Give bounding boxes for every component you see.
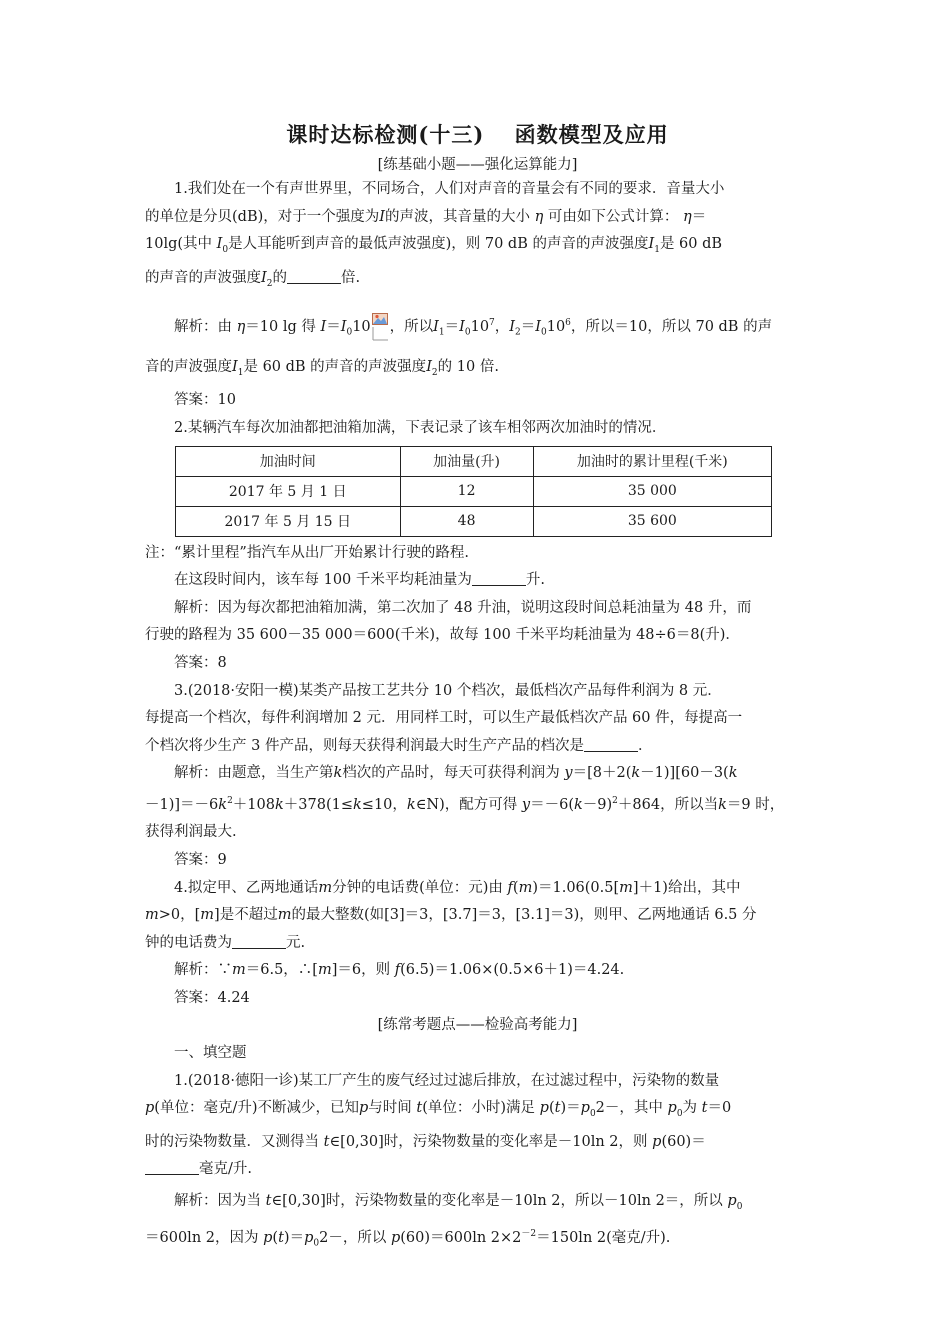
q1-line-3: 10lg(其中 $I_0$是人耳能听到声音的最低声波强度)，则 70 dB 的声音的声波强度$I_1$是 60 dB — [145, 236, 723, 256]
ab1-line-1: 解析：因为当 t∈[0,30]时，污染物数量的变化率是－10ln 2，所以－10ln 2＝，所以 $p_0$ — [174, 1192, 743, 1212]
b1-line-4: 毫克/升. — [145, 1156, 810, 1184]
b1-line-2: p(单位：毫克/升)不断减少，已知p与时间 t(单位：小时)满足 $p(t)=p_02-$，其中 $p_0$为 t＝0 — [145, 1100, 732, 1120]
table-header: 加油时的累计里程(千米) — [533, 446, 771, 476]
table-header-row — [176, 446, 772, 476]
part-heading-fill-blank: 一、填空题 — [174, 1045, 247, 1062]
table-cell: 35 000 — [533, 476, 771, 506]
table-cell: 12 — [400, 476, 533, 506]
table-cell: 2017 年 5 月 1 日 — [176, 476, 401, 506]
q4-line-3: 钟的电话费为 元. — [145, 934, 306, 951]
answer-blank — [472, 571, 526, 586]
b1-line-1: 1.(2018·德阳一诊)某工厂产生的废气经过过滤后排放，在过滤过程中，污染物的数量 — [174, 1072, 720, 1089]
b1-line-3: 时的污染物数量．又测得当 t∈[0,30]时，污染物数量的变化率是－10ln 2，则 p(60)＝ — [145, 1133, 706, 1150]
q3-line-2: 每提高一个档次，每件利润增加 2 元．用同样工时，可以生产最低档次产品 60 件，每提高一 — [145, 710, 743, 727]
table-row — [176, 476, 772, 506]
q1-line-2: 的单位是分贝(dB)，对于一个强度为I的声波，其音量的大小 η 可由如下公式计算： η＝ — [145, 208, 707, 225]
q3-line-3: 个档次将少生产 3 件产品，则每天获得利润最大时生产产品的档次是 ． — [145, 737, 653, 754]
question-2 — [145, 415, 810, 595]
answer-blank — [232, 934, 286, 949]
page-title: 课时达标检测(十三) 函数模型及应用 — [286, 122, 669, 147]
q3-line-1: 3.(2018·安阳一模)某类产品按工艺共分 10 个档次，最低档次产品每件利润为 8 元． — [174, 682, 722, 699]
table-cell: 2017 年 5 月 15 日 — [176, 506, 401, 536]
q2-line-2: 在这段时间内，该车每 100 千米平均耗油量为 升. — [174, 572, 546, 589]
a3-answer: 答案：9 — [174, 851, 227, 868]
a3-line-1: 解析：由题意，当生产第k档次的产品时，每天可获得利润为 y＝[8＋2(k－1)][60－3(k — [174, 765, 738, 782]
table-header: 加油时间 — [176, 446, 401, 476]
exam-answer-1 — [145, 1188, 810, 1259]
a2-answer: 答案：8 — [174, 654, 227, 671]
answer-1 — [145, 306, 810, 415]
answer-3 — [145, 760, 810, 874]
table-header: 加油量(升) — [400, 446, 533, 476]
a4-answer: 答案：4.24 — [174, 989, 250, 1006]
refuel-table — [175, 446, 772, 537]
q1-line-1: 1.我们处在一个有声世界里，不同场合，人们对声音的音量会有不同的要求．音量大小 — [174, 181, 725, 197]
table-row — [176, 506, 772, 536]
answer-blank — [145, 1160, 199, 1175]
answer-blank — [584, 737, 638, 752]
question-4 — [145, 875, 810, 958]
a2-line-2: 行驶的路程为 35 600－35 000＝600(千米)，故每 100 千米平均耗油量为 48÷6＝8(升)． — [145, 627, 740, 644]
a3-line-3: 获得利润最大. — [145, 824, 237, 841]
section-heading-basic: [练基础小题——强化运算能力] — [377, 157, 578, 173]
answer-4 — [145, 957, 810, 1012]
q4-line-1: 4.拟定甲、乙两地通话m分钟的电话费(单位：元)由 f(m)＝1.06(0.5[m]＋1)给出，其中 — [174, 879, 741, 896]
a1-line-2: 音的声波强度$I_1$是 60 dB 的声音的声波强度$I_2$的 10 倍. — [145, 358, 499, 378]
ab1-line-2: ＝600ln 2，因为 $p(t)=p_02-$，所以 p(60)＝600ln $2\times 2^{-2}=150\ln$ 2(毫克/升). — [145, 1229, 671, 1250]
table-cell: 48 — [400, 506, 533, 536]
answer-blank — [287, 269, 341, 284]
a2-line-1: 解析：因为每次都把油箱加满，第二次加了 48 升油，说明这段时间总耗油量为 48 升，而 — [174, 599, 752, 616]
q1-line-4: 的声音的声波强度$I_2$的 倍. — [145, 269, 361, 289]
q2-note: 注：“累计里程”指汽车从出厂开始累计行驶的路程. — [145, 544, 469, 561]
q4-line-2: m>0，[m]是不超过m的最大整数(如[3]＝3，[3.7]＝3，[3.1]＝3)，则甲、乙两地通话 6.5 分 — [145, 907, 757, 924]
answer-2 — [145, 595, 810, 678]
question-1 — [145, 176, 810, 298]
broken-image-icon — [372, 311, 389, 341]
a1-answer: 答案：10 — [174, 392, 236, 409]
a4-line-1: 解析：∵m＝6.5，∴[m]＝6，则 f(6.5)＝1.06×(0.5×6＋1)＝4.24. — [174, 962, 625, 979]
q2-line-1: 2.某辆汽车每次加油都把油箱加满，下表记录了该车相邻两次加油时的情况． — [174, 419, 667, 436]
a1-line-1: 解析：由 η＝10 lg 得 $I=I_010$ ，所以$I_1=I_010^7$，$I_2=I_010^6$，所以＝10，所以 70 dB 的声 — [145, 306, 810, 350]
a3-line-2: $-1)]=-6k^2+108k+378(1\le k\le 10$，k∈N)，配方可得 $y=-6(k-9)^2+864$，所以当k＝9 时， — [145, 795, 785, 813]
document-page — [145, 118, 810, 1259]
table-cell: 35 600 — [533, 506, 771, 536]
section-heading-exam: [练常考题点——检验高考能力] — [377, 1017, 578, 1034]
exam-question-1 — [145, 1068, 810, 1184]
question-3 — [145, 678, 810, 761]
